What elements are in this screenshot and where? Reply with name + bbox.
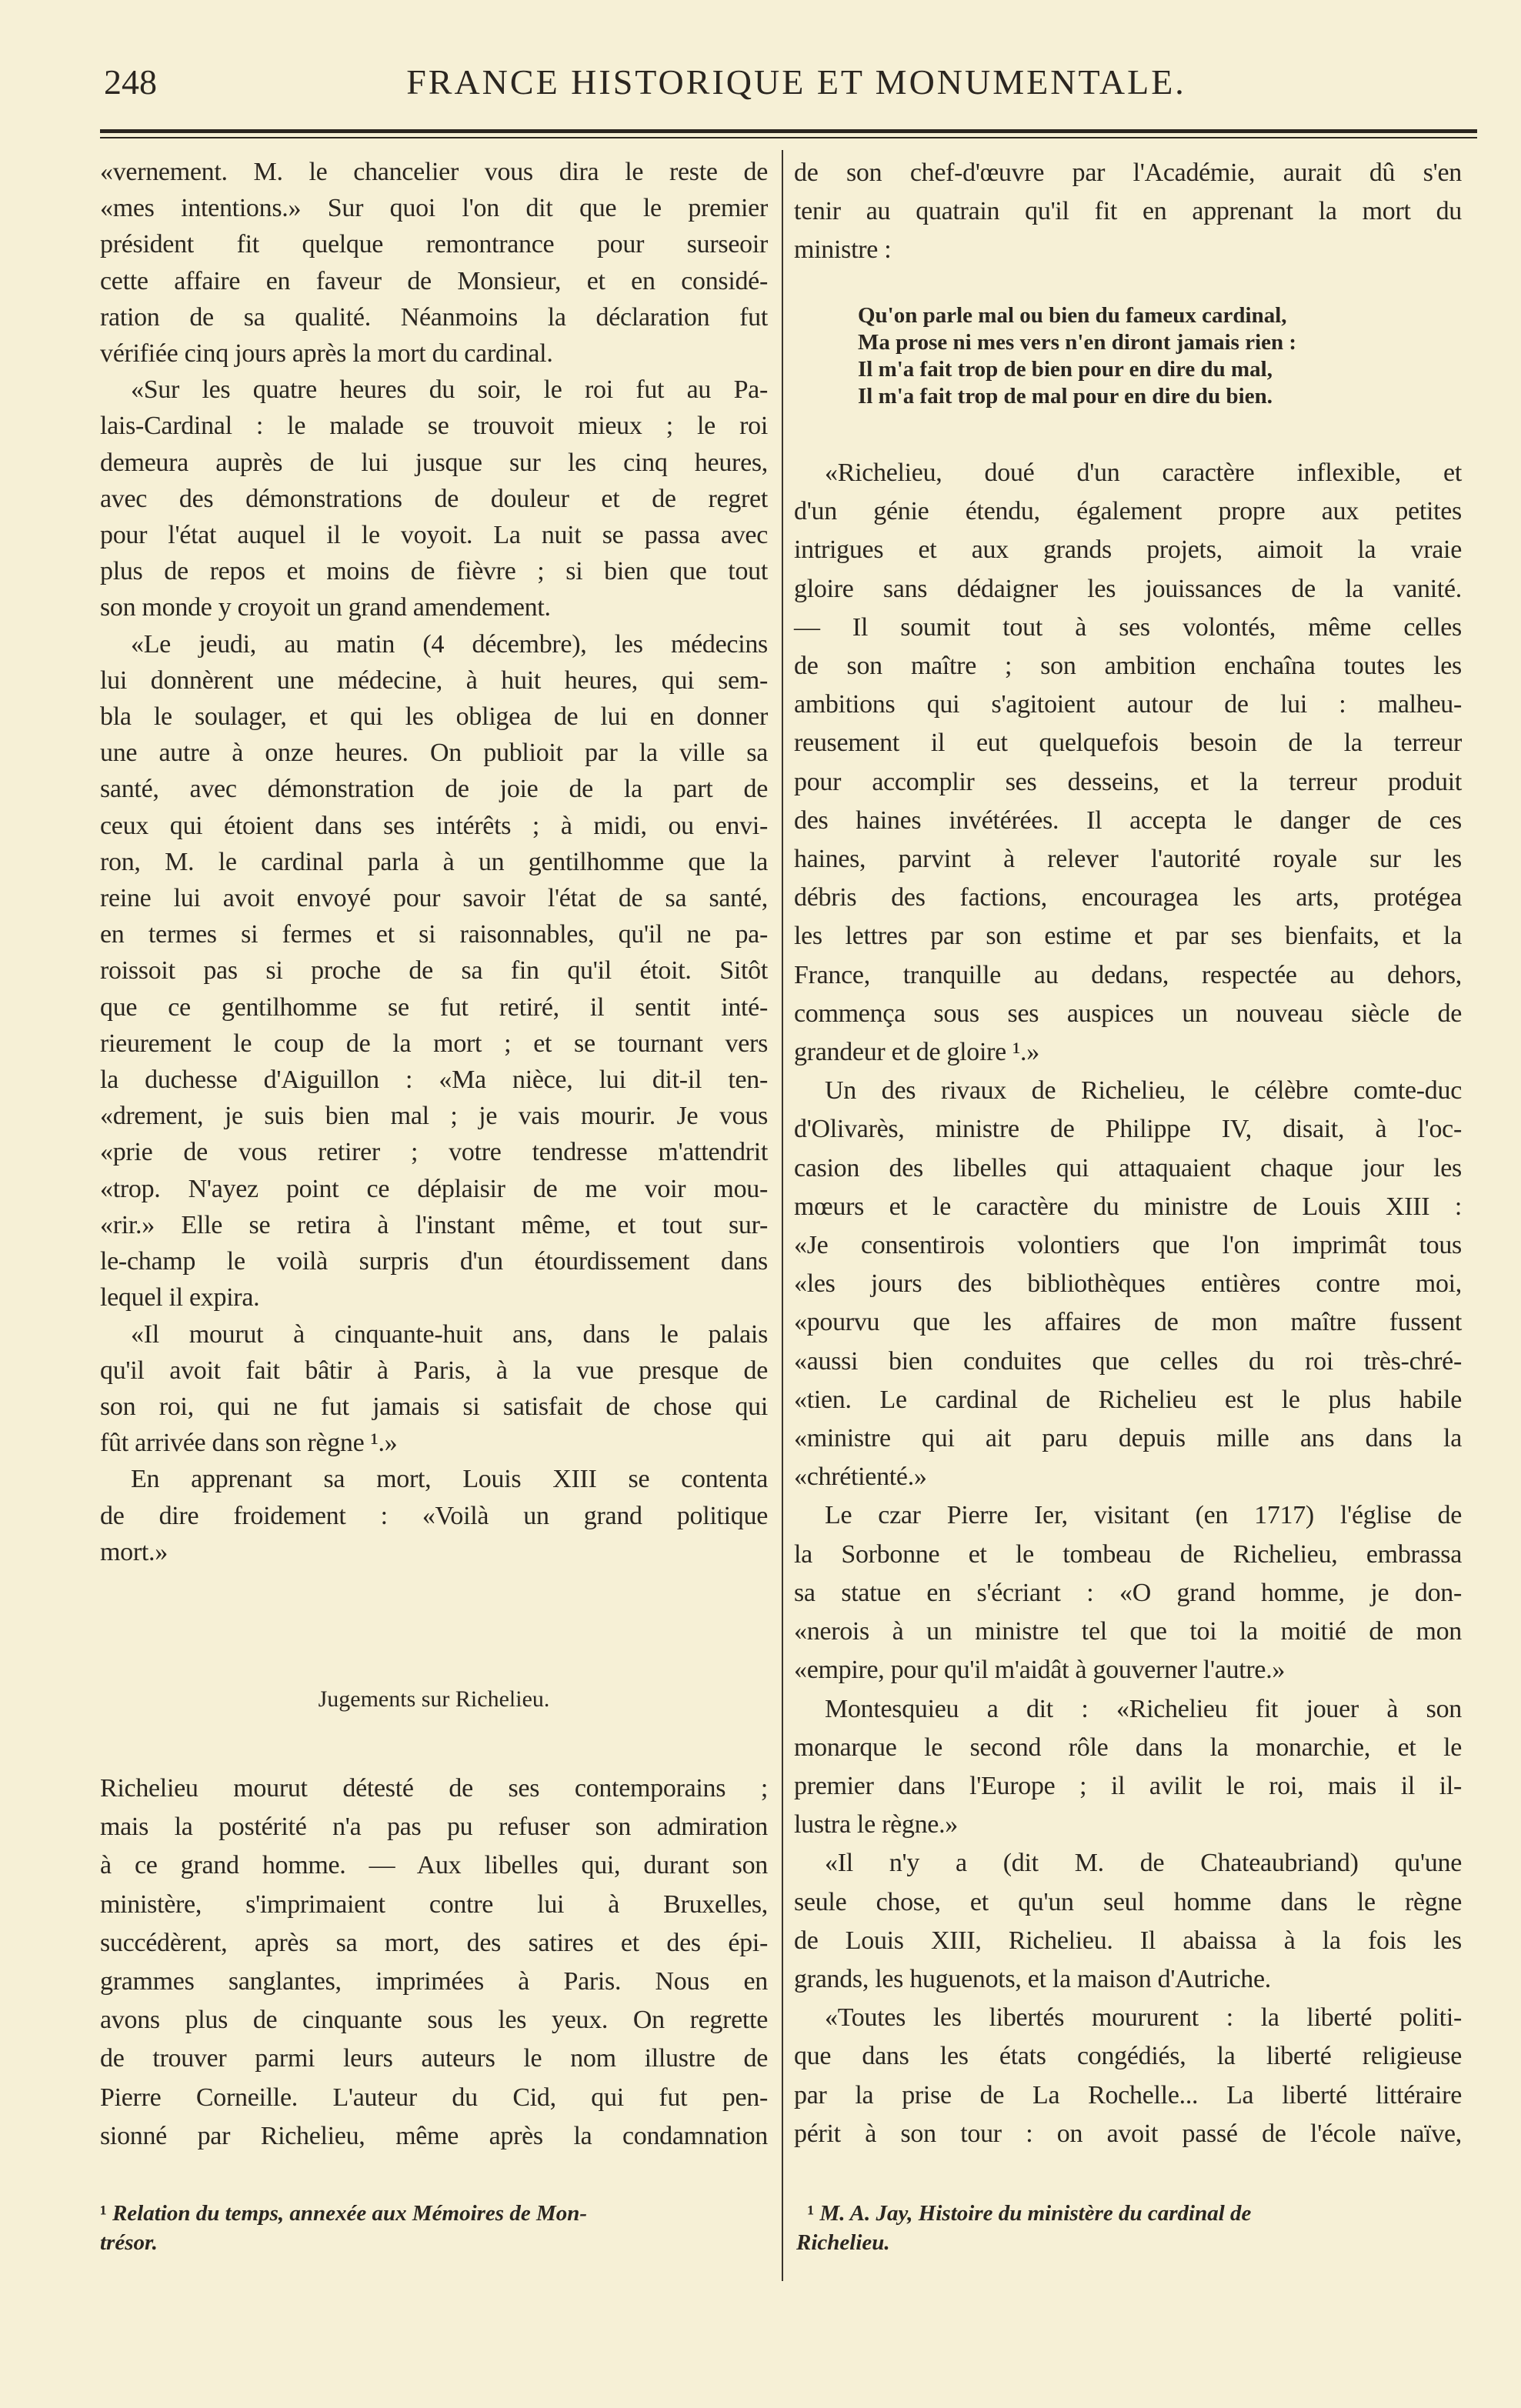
quatrain — [858, 302, 1296, 410]
text-line: d'un génie étendu, également propre aux petites — [794, 497, 1462, 526]
text-line: Le czar Pierre Ier, visitant (en 1717) l'église de — [825, 1501, 1462, 1530]
text-line: grammes sanglantes, imprimées à Paris. Nous en — [100, 1967, 768, 1996]
header-rule-thin — [100, 137, 1477, 138]
page-number: 248 — [104, 62, 157, 102]
text-line: Richelieu mourut détesté de ses contemporains ; — [100, 1774, 768, 1803]
text-line: «drement, je suis bien mal ; je vais mourir. Je vous — [100, 1102, 768, 1131]
text-line: «nerois à un ministre tel que toi la moitié de mon — [794, 1617, 1462, 1646]
text-line: ministère, s'imprimaient contre lui à Bruxelles, — [100, 1889, 768, 1919]
text-line: la duchesse d'Aiguillon : «Ma nièce, lui dit-il ten- — [100, 1066, 768, 1095]
footnote-left — [100, 2199, 762, 2257]
text-line: monarque le second rôle dans la monarchie, et le — [794, 1733, 1462, 1762]
text-line: «prie de vous retirer ; votre tendresse m'attendrit — [100, 1138, 768, 1167]
text-line: «Sur les quatre heures du soir, le roi fut au Pa- — [131, 375, 768, 405]
text-line: rieurement le coup de la mort ; et se tournant vers — [100, 1029, 768, 1058]
text-line: premier dans l'Europe ; il avilit le roi, mais il il- — [794, 1771, 1462, 1800]
text-line: Montesquieu a dit : «Richelieu fit jouer à son — [825, 1694, 1462, 1723]
right-column-text-bottom — [794, 454, 1462, 2153]
text-line: «Il mourut à cinquante-huit ans, dans le palais — [131, 1319, 768, 1349]
text-line: roissoit pas si proche de sa fin qu'il étoit. Sitôt — [100, 956, 768, 986]
text-line: pour l'état auquel il le voyoit. La nuit se passa avec — [100, 521, 768, 550]
text-line: «Il n'y a (dit M. de Chateaubriand) qu'une — [825, 1849, 1462, 1878]
text-line: mort.» — [100, 1537, 168, 1566]
text-line: mœurs et le caractère du ministre de Louis XIII : — [794, 1192, 1462, 1221]
text-line: mais la postérité n'a pas pu refuser son admiration — [100, 1813, 768, 1842]
text-line: «Toutes les libertés moururent : la liberté politi- — [825, 2003, 1462, 2033]
left-column-text-top — [100, 154, 768, 1570]
text-line: «rir.» Elle se retira à l'instant même, et tout sur- — [100, 1210, 768, 1239]
text-line: à ce grand homme. — Aux libelles qui, durant son — [100, 1851, 768, 1880]
footnote-text: trésor. — [100, 2230, 158, 2255]
text-line: son monde y croyoit un grand amendement. — [100, 593, 551, 622]
poem-line: Il m'a fait trop de mal pour en dire du bien. — [858, 384, 1273, 409]
text-line: périt à son tour : on avoit passé de l'école naïve, — [794, 2119, 1462, 2148]
text-line: gloire sans dédaigner les jouissances de la vanité. — [794, 574, 1462, 603]
text-line: qu'il avoit fait bâtir à Paris, à la vue presque de — [100, 1356, 768, 1385]
text-line: lequel il expira. — [100, 1283, 260, 1312]
text-line: avons plus de cinquante sous les yeux. On regrette — [100, 2006, 768, 2035]
text-line: seule chose, et qu'un seul homme dans le règne — [794, 1887, 1462, 1916]
text-line: débris des factions, encouragea les arts, protégea — [794, 883, 1462, 912]
text-line: reusement il eut quelquefois besoin de la terreur — [794, 729, 1462, 758]
text-line: par la prise de La Rochelle... La liberté littéraire — [794, 2080, 1462, 2110]
text-line: succédèrent, après sa mort, des satires et des épi- — [100, 1928, 768, 1957]
text-line: «Le jeudi, au matin (4 décembre), les médecins — [131, 629, 768, 659]
right-column-text-top — [794, 154, 1462, 269]
text-line: «tien. Le cardinal de Richelieu est le plus habile — [794, 1385, 1462, 1414]
footnote-right — [796, 2199, 1458, 2257]
text-line: que dans les états congédiés, la liberté religieuse — [794, 2042, 1462, 2071]
text-line: ministre : — [794, 235, 892, 264]
text-line: en termes si fermes et si raisonnables, qu'il ne pa- — [100, 920, 768, 949]
text-line: bla le soulager, et qui les obligea de lui en donner — [100, 702, 768, 732]
text-line: sionné par Richelieu, même après la condamnation — [100, 2121, 768, 2150]
poem-line: Ma prose ni mes vers n'en diront jamais rien : — [858, 330, 1297, 355]
text-line: demeura auprès de lui jusque sur les cinq heures, — [100, 448, 768, 477]
text-line: «pourvu que les affaires de mon maître fussent — [794, 1308, 1462, 1337]
text-line: «empire, pour qu'il m'aidât à gouverner l'autre.» — [794, 1656, 1286, 1685]
text-line: haines, parvint à relever l'autorité royale sur les — [794, 845, 1462, 874]
text-line: santé, avec démonstration de joie de la part de — [100, 775, 768, 804]
poem-line: Qu'on parle mal ou bien du fameux cardinal, — [858, 303, 1287, 328]
text-line: d'Olivarès, ministre de Philippe IV, disait, à l'oc- — [794, 1115, 1462, 1144]
text-line: France, tranquille au dedans, respectée au dehors, — [794, 960, 1462, 989]
text-line: tenir au quatrain qu'il fit en apprenant la mort du — [794, 197, 1462, 225]
text-line: En apprenant sa mort, Louis XIII se contenta — [131, 1465, 768, 1494]
footnote-text: Richelieu. — [796, 2230, 890, 2255]
text-line: «vernement. M. le chancelier vous dira le reste de — [100, 158, 768, 186]
column-divider — [782, 150, 783, 2281]
text-line: Pierre Corneille. L'auteur du Cid, qui fut pen- — [100, 2083, 768, 2112]
footnote-text: M. A. Jay, Histoire du ministère du cardinal de — [819, 2201, 1252, 2226]
text-line: «les jours des bibliothèques entières contre moi, — [794, 1269, 1462, 1299]
text-line: avec des démonstrations de douleur et de regret — [100, 484, 768, 513]
text-line: lustra le règne.» — [794, 1810, 958, 1839]
text-line: fût arrivée dans son règne ¹.» — [100, 1429, 398, 1458]
text-line: reine lui avoit envoyé pour savoir l'état de sa santé, — [100, 884, 768, 913]
header-rule-thick — [100, 129, 1477, 133]
text-line: son roi, qui ne fut jamais si satisfait de chose qui — [100, 1392, 768, 1421]
text-line: grands, les huguenots, et la maison d'Autriche. — [794, 1964, 1271, 1993]
text-line: plus de repos et moins de fièvre ; si bien que tout — [100, 557, 768, 586]
text-line: lui donnèrent une médecine, à huit heures, qui sem- — [100, 665, 768, 695]
text-line: commença sous ses auspices un nouveau siècle de — [794, 999, 1462, 1028]
text-line: «Je consentirois volontiers que l'on imprimât tous — [794, 1231, 1462, 1260]
text-line: cette affaire en faveur de Monsieur, et en considé- — [100, 266, 768, 295]
text-line: casion des libelles qui attaquaient chaque jour les — [794, 1153, 1462, 1182]
text-line: de son maître ; son ambition enchaîna toutes les — [794, 652, 1462, 681]
text-line: sa statue en s'écriant : «O grand homme, je don- — [794, 1578, 1462, 1607]
left-column-text-bottom — [100, 1769, 768, 2156]
text-line: pour accomplir ses desseins, et la terreur produit — [794, 767, 1462, 796]
text-line: de trouver parmi leurs auteurs le nom illustre de — [100, 2044, 768, 2073]
text-line: grandeur et de gloire ¹.» — [794, 1038, 1039, 1067]
text-line: la Sorbonne et le tombeau de Richelieu, embrassa — [794, 1539, 1462, 1569]
text-line: «ministre qui ait paru depuis mille ans dans la — [794, 1424, 1462, 1453]
running-title: FRANCE HISTORIQUE ET MONUMENTALE. — [406, 62, 1186, 102]
text-line: une autre à onze heures. On publioit par la ville sa — [100, 739, 768, 768]
text-line: de son chef-d'œuvre par l'Académie, aurait dû s'en — [794, 158, 1462, 187]
text-line: «Richelieu, doué d'un caractère inflexible, et — [825, 459, 1462, 487]
text-line: «chrétienté.» — [794, 1462, 927, 1492]
text-line: ron, M. le cardinal parla à un gentilhomme que la — [100, 847, 768, 876]
text-line: des haines invétérées. Il accepta le danger de ces — [794, 805, 1462, 835]
text-line: ambitions qui s'agitoient autour de lui : malheu- — [794, 690, 1462, 719]
text-line: de Louis XIII, Richelieu. Il abaissa à la fois les — [794, 1926, 1462, 1955]
text-line: que ce gentilhomme se fut retiré, il sentit inté- — [100, 992, 768, 1022]
text-line: «aussi bien conduites que celles du roi très-chré- — [794, 1346, 1462, 1376]
footnote-marker: ¹ — [807, 2201, 815, 2226]
footnote-marker: ¹ — [100, 2201, 107, 2226]
text-line: ration de sa qualité. Néanmoins la déclaration fut — [100, 302, 768, 332]
text-line: lais-Cardinal : le malade se trouvoit mieux ; le roi — [100, 412, 768, 441]
text-line: Un des rivaux de Richelieu, le célèbre comte-duc — [825, 1076, 1462, 1106]
poem-line: Il m'a fait trop de bien pour en dire du mal, — [858, 357, 1273, 382]
text-line: les lettres par son estime et par ses bienfaits, et la — [794, 922, 1462, 951]
footnote-text: Relation du temps, annexée aux Mémoires de Mon- — [112, 2201, 588, 2226]
text-line: intrigues et aux grands projets, aimoit la vraie — [794, 535, 1462, 565]
text-line: le-champ le voilà surpris d'un étourdissement dans — [100, 1247, 768, 1276]
text-line: vérifiée cinq jours après la mort du cardinal. — [100, 339, 553, 369]
text-line: président fit quelque remontrance pour surseoir — [100, 230, 768, 259]
text-line: «mes intentions.» Sur quoi l'on dit que le premier — [100, 194, 768, 223]
text-line: ceux qui étoient dans ses intérêts ; à midi, ou envi- — [100, 811, 768, 840]
text-line: de dire froidement : «Voilà un grand politique — [100, 1501, 768, 1530]
text-line: — Il soumit tout à ses volontés, même celles — [794, 612, 1462, 642]
text-line: «trop. N'ayez point ce déplaisir de me voir mou- — [100, 1174, 768, 1203]
section-heading: Jugements sur Richelieu. — [318, 1686, 550, 1712]
